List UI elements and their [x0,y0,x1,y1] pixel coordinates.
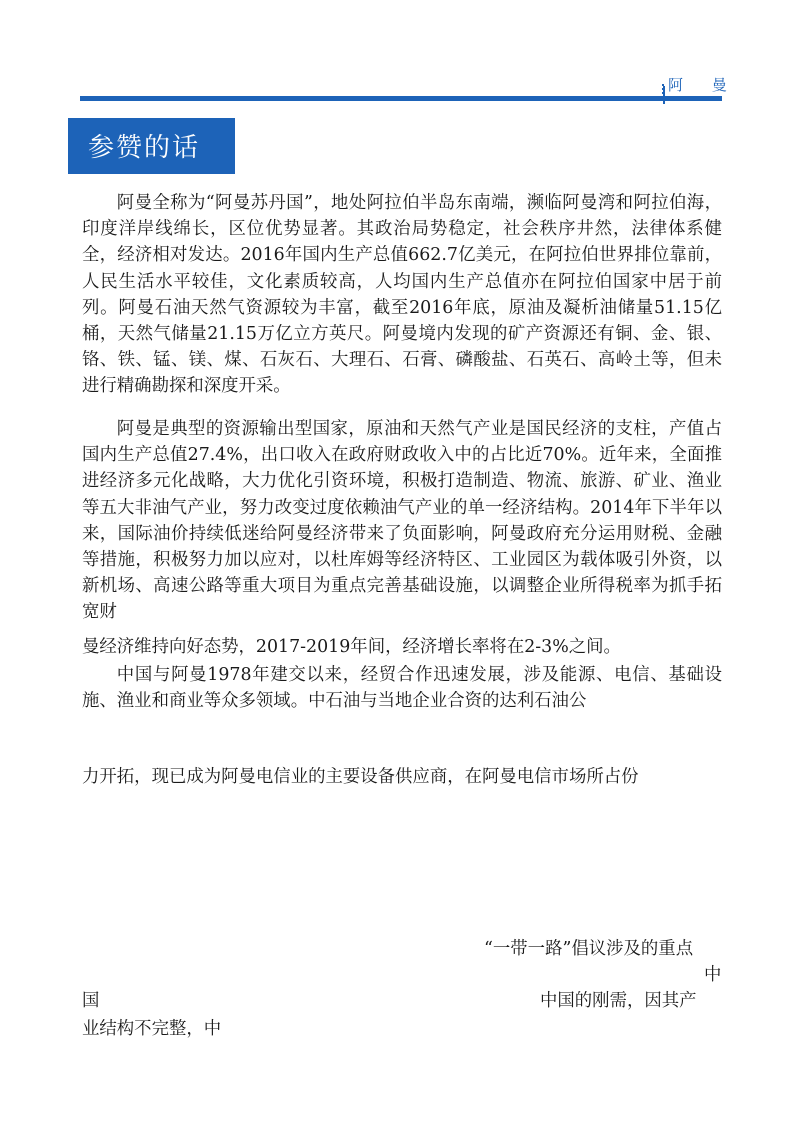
fragment-china-need: 中国的刚需，因其产 [540,991,697,1011]
fragment-zhong: 中 [704,965,722,985]
fragment-belt-road: “一带一路”倡议涉及的重点 [484,939,694,959]
paragraph-china-oman: 中国与阿曼1978年建交以来，经贸合作迅速发展，涉及能源、电信、基础设施、渔业和商业等众多领域。中石油与当地企业合资的达利石油公 [82,665,722,712]
header-rule [80,96,722,101]
paragraph-telecom: 力开拓，现已成为阿曼电信业的主要设备供应商，在阿曼电信市场所占份 [82,767,639,787]
paragraph-economy: 阿曼是典型的资源输出型国家，原油和天然气产业是国民经济的支柱，产值占国内生产总值27.4%，出口收入在政府财政收入中的占比近70%。近年来，全面推进经济多元化战略，大力优化引资环境，积极打造制造、物流、旅游、矿业、渔业等五大非油气产业，努力改变过度依赖油气产业的单一经济结构。2014年下半年以来，国际油价持续低迷给阿曼经济带来了负面影响，阿曼政府充分运用财税、金融等措施，积极努力加以应对，以杜库姆等经济特区、工业园区为载体吸引外资，以新机场、高速公路等重大项目为重点完善基础设施，以调整企业所得税率为抓手拓宽财 [82,419,722,623]
section-title: 参赞的话 [88,133,201,163]
header-tick-marker [663,86,665,104]
paragraph-economy-outlook: 曼经济维持向好态势，2017-2019年间，经济增长率将在2-3%之间。 [82,637,621,657]
header-country-label: 阿 曼 [668,76,739,94]
fragment-industry-structure: 业结构不完整，中 [82,1019,222,1039]
paragraph-intro: 阿曼全称为“阿曼苏丹国”，地处阿拉伯半岛东南端，濒临阿曼湾和阿拉伯海，印度洋岸线绵长，区位优势显著。其政治局势稳定，社会秩序井然，法律体系健全，经济相对发达。2016年国内生产总值662.7亿美元，在阿拉伯世界排位靠前，人民生活水平较佳，文化素质较高，人均国内生产总值亦在阿拉伯国家中居于前列。阿曼石油天然气资源较为丰富，截至2016年底，原油及凝析油储量51.15亿桶，天然气储量21.15万亿立方英尺。阿曼境内发现的矿产资源还有铜、金、银、铬、铁、锰、镁、煤、石灰石、大理石、石膏、磷酸盐、石英石、高岭土等，但未进行精确勘探和深度开采。 [82,193,722,397]
fragment-guo: 国 [82,991,100,1011]
